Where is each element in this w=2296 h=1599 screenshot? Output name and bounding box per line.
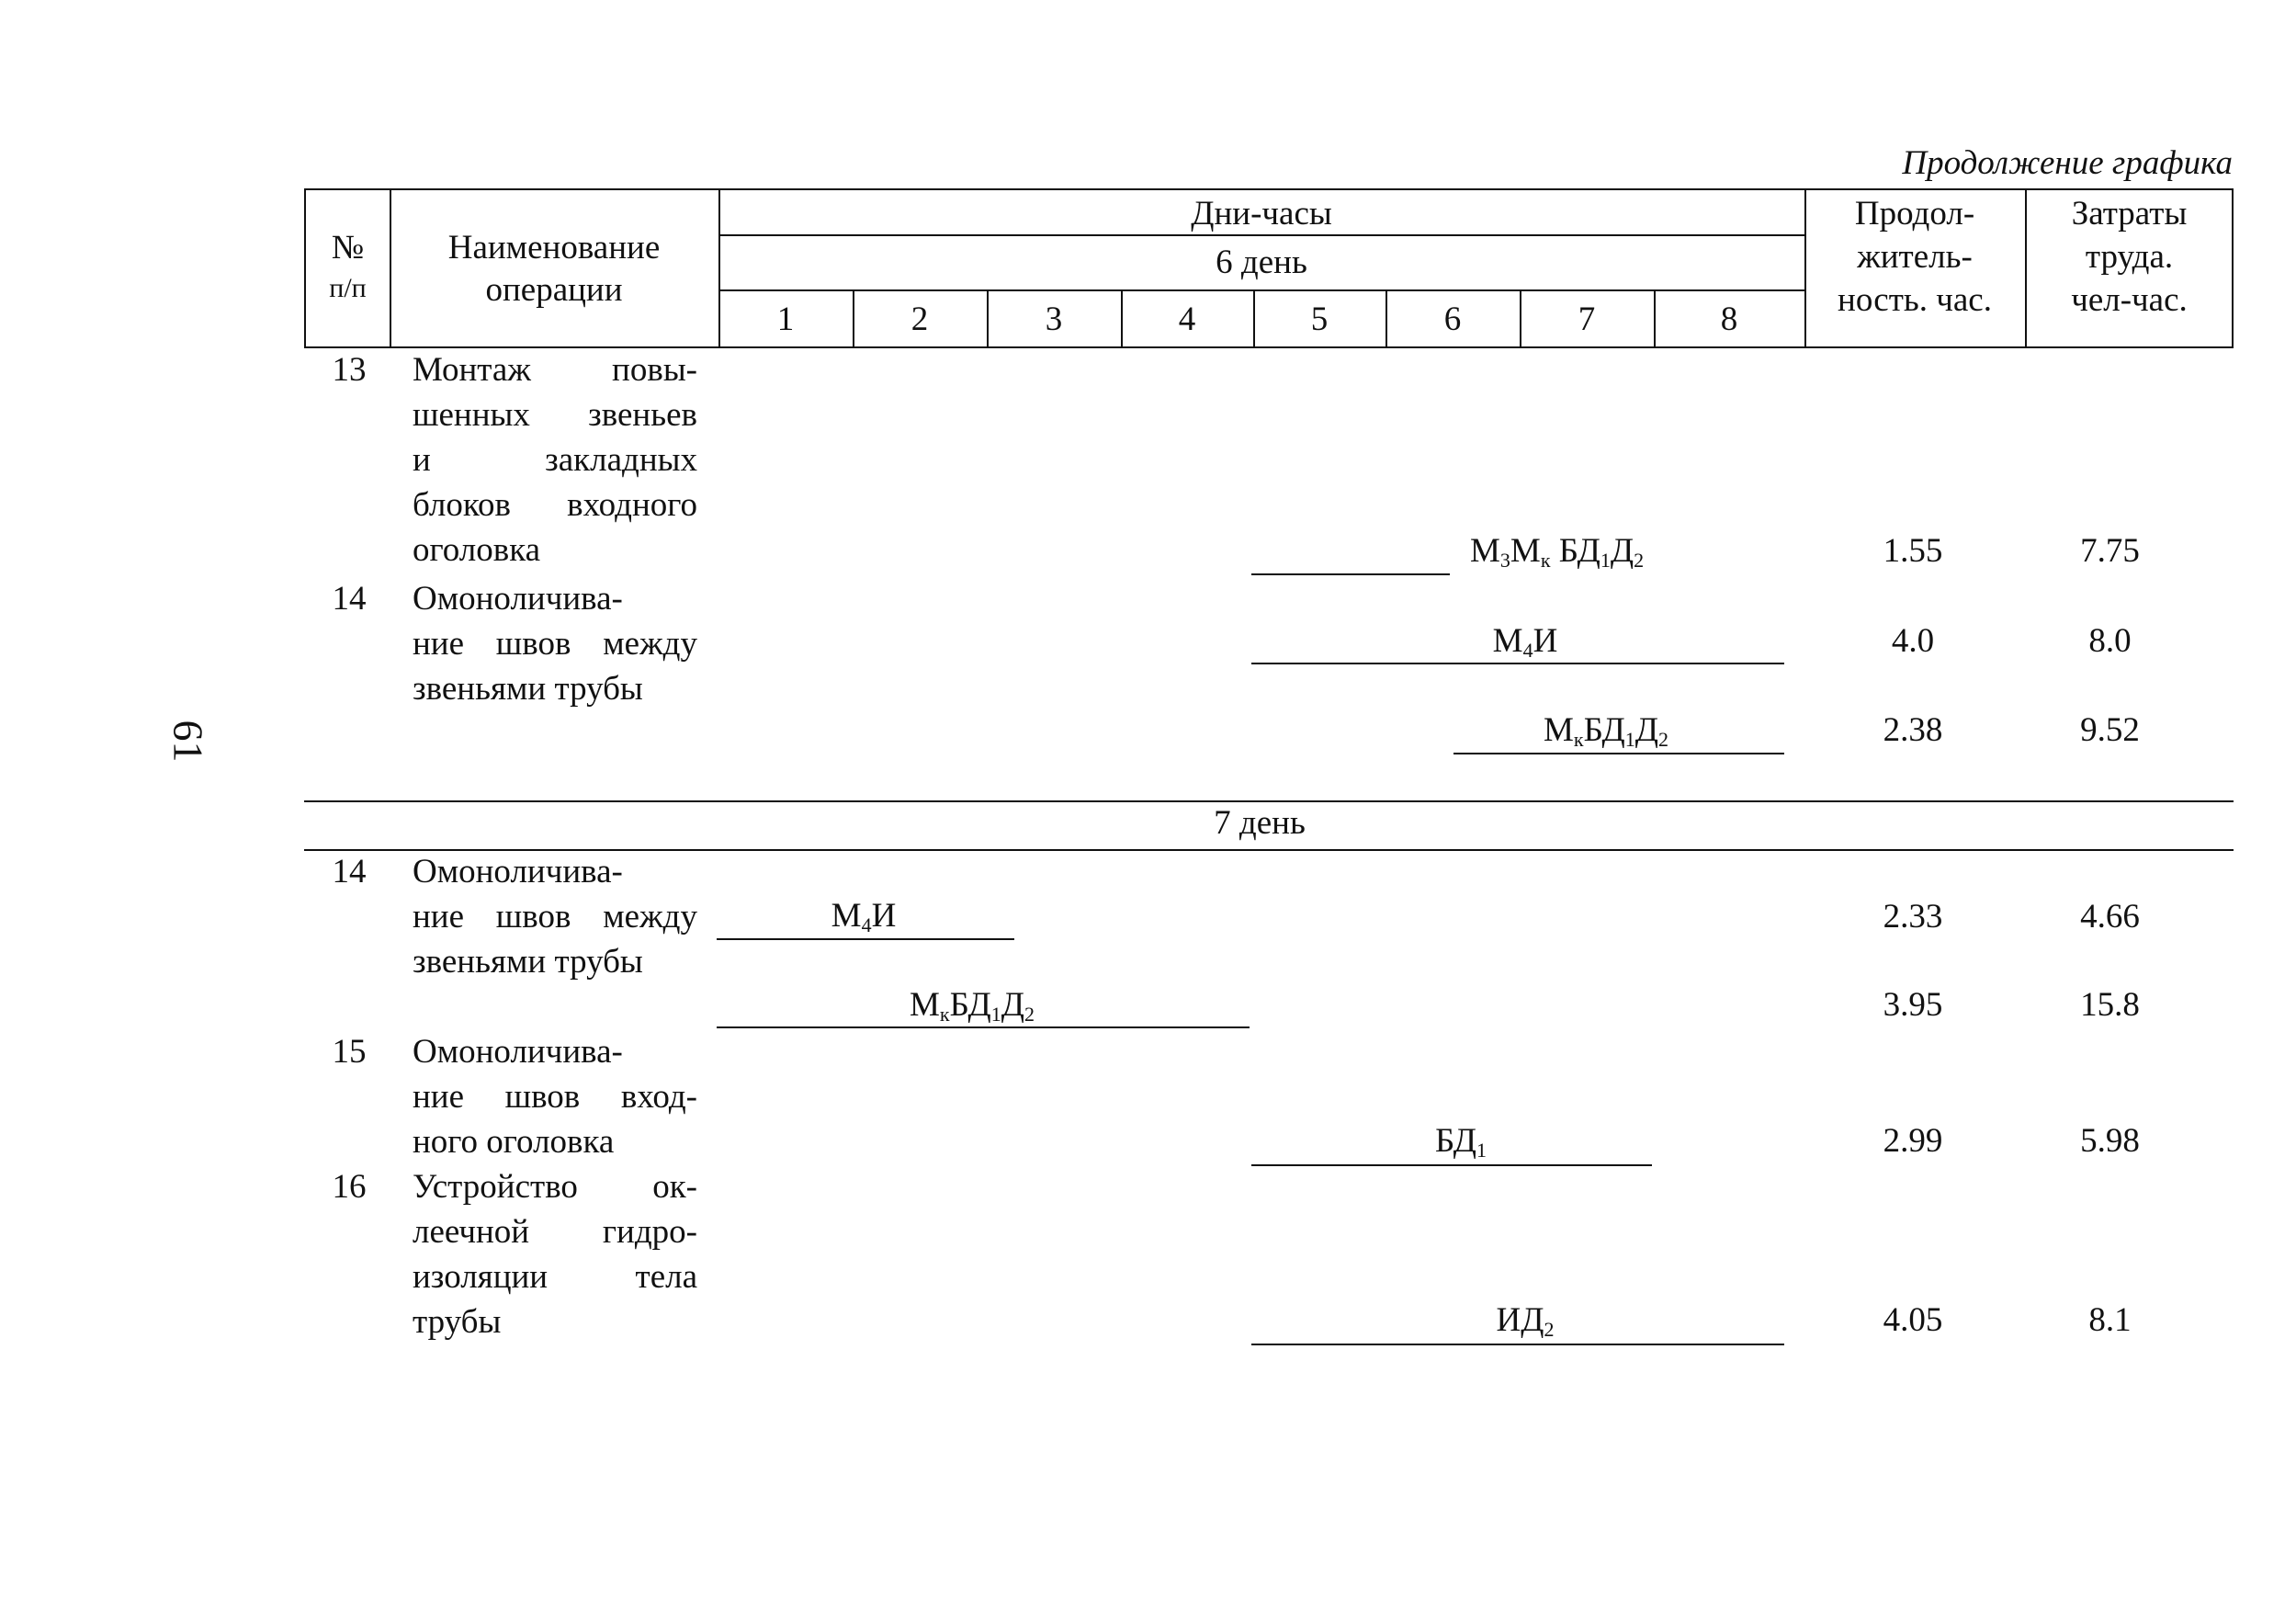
row-14-day7-name-line1: Омоноличива-: [413, 853, 623, 890]
hour-8: 8: [1720, 301, 1738, 338]
row-14d-cost: 15.8: [2080, 986, 2140, 1024]
row-14-duration: 4.0: [1891, 622, 1935, 660]
header-num-sub: п/п: [329, 273, 367, 303]
header-cost-line3: чел-час.: [2071, 281, 2188, 319]
hour-2: 2: [910, 301, 929, 338]
row-13-name-line4: блоков входного: [413, 486, 697, 524]
header-duration-line2: житель-: [1857, 238, 1973, 276]
day7-top-line: [304, 800, 2234, 802]
hour-4: 4: [1178, 301, 1196, 338]
row-16-name: [413, 1164, 697, 1344]
row-15-num: 15: [332, 1033, 367, 1071]
row-13-crew: $М_3М_к$ $БД_1Д_2$: [1470, 532, 1645, 572]
row-14-day7-duration: 2.33: [1883, 898, 1943, 936]
row-16-duration: 4.05: [1883, 1301, 1943, 1339]
header-name-line1: Наименование: [447, 229, 661, 266]
header-duration-line3: ность. час.: [1838, 281, 1992, 319]
row-14d-crew: $М_кБД_1Д_2$: [910, 986, 1035, 1026]
header-day6: 6 день: [1216, 244, 1307, 281]
row-13-name-line2: шенных звеньев: [413, 396, 697, 434]
row-14-crew: $М_4И$: [1492, 622, 1558, 662]
row-13-name-line1: Монтаж повы-: [413, 351, 697, 389]
header-name-line2: операции: [485, 271, 623, 309]
hour-5: 5: [1310, 301, 1329, 338]
row-14-cost: 8.0: [2088, 622, 2132, 660]
row-14-num: 14: [332, 580, 367, 618]
row-14-day7-cost: 4.66: [2080, 898, 2140, 936]
row-13-duration: 1.55: [1883, 532, 1943, 570]
row-14-name-line2: ние швов между: [413, 625, 697, 663]
row-14-name-line1: Омоноличива-: [413, 580, 623, 618]
row-14-day7-name-line3: звеньями трубы: [413, 943, 643, 981]
row-16-cost: 8.1: [2088, 1301, 2132, 1339]
row-16-name-line2: леечной гидро-: [413, 1213, 697, 1251]
hour-1: 1: [776, 301, 795, 338]
row-14d-duration: 3.95: [1883, 986, 1943, 1024]
hour-6: 6: [1443, 301, 1462, 338]
row-16-num: 16: [332, 1168, 367, 1206]
day7-label: 7 день: [1214, 804, 1306, 842]
hour-7: 7: [1578, 301, 1596, 338]
header-duration-line1: Продол-: [1854, 195, 1975, 232]
row-13-cost: 7.75: [2080, 532, 2140, 570]
row-14-day7-name-line2: ние швов между: [413, 898, 697, 936]
row-15-duration: 2.99: [1883, 1122, 1943, 1160]
header-cost-line2: труда.: [2085, 238, 2174, 276]
row-14b-duration: 2.38: [1883, 711, 1943, 749]
row-16-name-line4: трубы: [413, 1303, 502, 1341]
row-16-name-line3: изоляции тела: [413, 1258, 697, 1296]
row-16-crew: $ИД_2$: [1496, 1301, 1555, 1341]
row-15-crew: $БД_1$: [1434, 1122, 1487, 1162]
row-15-cost: 5.98: [2080, 1122, 2140, 1160]
continuation-caption: Продолжение графика: [1902, 144, 2233, 182]
row-14-name: [413, 576, 697, 711]
row-15-name-line3: ного оголовка: [413, 1123, 615, 1161]
page-number: 61: [164, 720, 212, 763]
row-14-day7-name: [413, 849, 697, 984]
row-14b-cost: 9.52: [2080, 711, 2140, 749]
row-13-name: [413, 347, 697, 573]
row-13-bar: [1251, 573, 1450, 575]
row-14-day7-crew: $М_4И$: [831, 897, 897, 936]
row-13-num: 13: [332, 351, 367, 389]
row-14b-crew: $М_кБД_1Д_2$: [1544, 711, 1668, 751]
header-cost-line1: Затраты: [2071, 195, 2188, 232]
row-14-name-line3: звеньями трубы: [413, 670, 643, 708]
row-15-name: [413, 1029, 697, 1164]
hour-3: 3: [1045, 301, 1063, 338]
row-15-name-line2: ние швов вход-: [413, 1078, 697, 1116]
row-13-name-line5: оголовка: [413, 531, 541, 569]
row-15-name-line1: Омоноличива-: [413, 1033, 623, 1071]
header-days-hours: Дни-часы: [1191, 195, 1332, 232]
header-num: №: [331, 229, 365, 266]
row-13-name-line3: и закладных: [413, 441, 697, 479]
table-header: [304, 188, 2234, 348]
row-16-name-line1: Устройство ок-: [413, 1168, 697, 1206]
row-14-day7-num: 14: [332, 853, 367, 890]
